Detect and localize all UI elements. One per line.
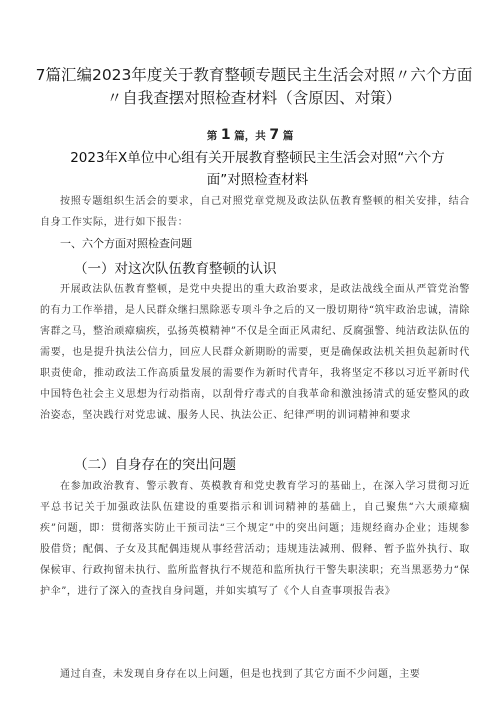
part-middle: 篇，共 (234, 130, 266, 142)
document-title: 7篇汇编2023年度关于教育整顿专题民主生活会对照〃六个方面〃自我查摆对照检查材料（含原因、对策） (35, 66, 473, 107)
part-prefix: 第 (206, 130, 218, 142)
section-heading: 一、六个方面对照检查问题 (60, 237, 192, 250)
subsection-1-body: 开展政法队伍教育整顿，是党中央提出的重大政治要求，是政法战线全面从严管党治警的有力工作举措，是人民群众继扫黑除恶专项斗争之后的又一殷切期待“筑牢政治忠诚，清除害群之马，整治顽瘴痼疾，弘扬英模精神”不仅是全面正风肃纪、反腐强警、纯洁政法队伍的需要，也是提升执法公信力，回应人民群众新期盼的需要，更是确保政法机关担负起新时代职责使命，推动政法工作高质量发展的需要作为新时代青年，我将坚定不移以习近平新时代中国特色社会主义思想为行动指南，以刮骨疗毒式的自我革命和激浊扬清式的延安整风的政治姿态，坚决践行对党忠诚、服务人民、执法公正、纪律严明的训词精神和要求 (40, 284, 470, 421)
closing-paragraph: 通过自查，未发现自身存在以上问题，但是也找到了其它方面不少问题，主要 (60, 669, 421, 680)
subsection-heading-2: （二）自身存在的突出问题 (74, 457, 236, 473)
part-total: 7 (269, 127, 280, 143)
intro-paragraph: 按照专题组织生活会的要求，自己对照党章党规及政法队伍教育整顿的相关安排，结合自身工作实际，进行如下报告： (40, 196, 470, 228)
article-title: 2023年X单位中心组有关开展教育整顿民主生活会对照“六个方面”对照检查材料 (70, 150, 445, 188)
part-suffix: 篇 (282, 130, 294, 142)
subsection-2-body: 在参加政治教育、警示教育、英模教育和党史教育学习的基础上，在深入学习贯彻习近平总书记关于加强政法队伍建设的重要指示和训词精神的基础上，自己聚焦“六大顽瘴痼疾”问题，即：贯彻落实防止干预司法“三个规定”中的突出问题；违规经商办企业；违规参股借贷；配偶、子女及其配偶违规从事经营活动；违规违法减刑、假释、暂予监外执行、取保候审、行政拘留未执行、监所监督执行不规范和监所执行干警失职渎职；充当黑恶势力“保护伞”，进行了深入的查找自身问题，并如实填写了《个人自查事项报告表》 (40, 481, 470, 597)
part-number: 1 (220, 127, 231, 143)
subsection-heading-1: （一）对这次队伍教育整顿的认识 (74, 261, 277, 277)
part-label (0, 127, 500, 143)
